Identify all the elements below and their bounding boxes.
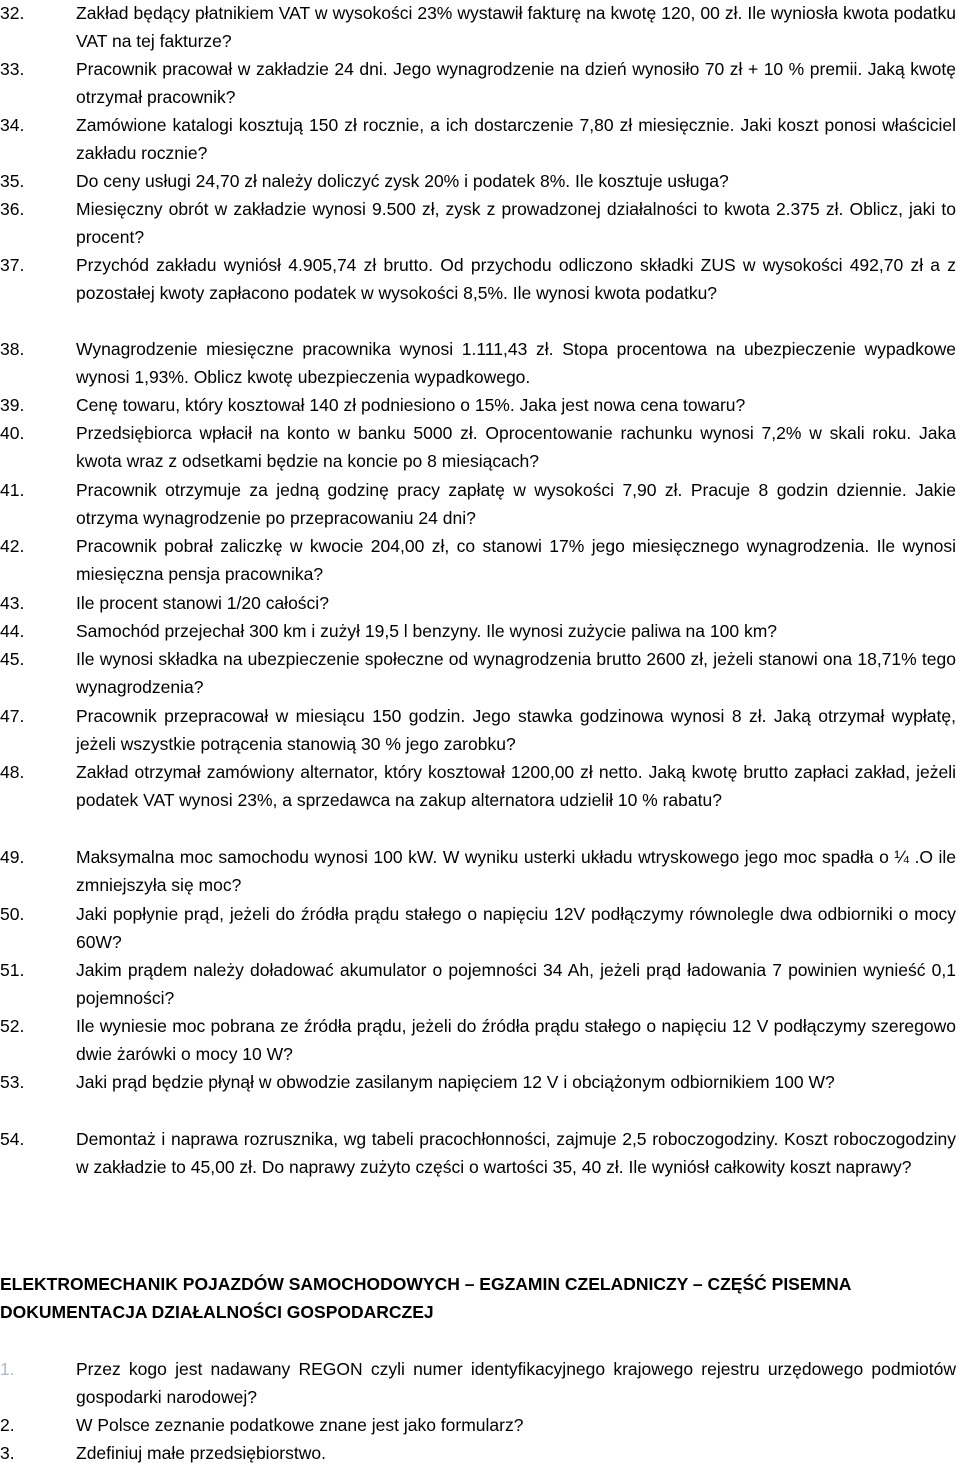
item-text: Ile wyniesie moc pobrana ze źródła prądu, jeżeli do źródła prądu stałego o napięciu 12 V podłączymy szeregowo dwie żarówki o mocy 10 W? xyxy=(76,1016,956,1065)
item-text: Przedsiębiorca wpłacił na konto w banku 5000 zł. Oprocentowanie rachunku wynosi 7,2% w skali roku. Jaka kwota wraz z odsetkami będzie na koncie po 8 miesiącach? xyxy=(76,423,956,472)
item-number: 54. xyxy=(0,1129,25,1149)
item-number: 52. xyxy=(0,1016,25,1036)
list-item xyxy=(0,1411,956,1439)
item-number: 41. xyxy=(0,480,25,500)
list-item xyxy=(0,1125,956,1182)
list-item xyxy=(0,1439,956,1467)
item-number: 47. xyxy=(0,706,25,726)
item-number: 33. xyxy=(0,59,25,79)
item-number: 37. xyxy=(0,255,25,275)
item-text: Pracownik otrzymuje za jedną godzinę pracy zapłatę w wysokości 7,90 zł. Pracuje 8 godzin dziennie. Jakie otrzyma wynagrodzenie po przepracowaniu 24 dni? xyxy=(76,480,956,529)
item-text: Cenę towaru, który kosztował 140 zł podniesiono o 15%. Jaka jest nowa cena towaru? xyxy=(76,395,746,415)
item-text: Wynagrodzenie miesięczne pracownika wynosi 1.111,43 zł. Stopa procentowa na ubezpieczenie wypadkowe wynosi 1,93%. Oblicz kwotę ubezpieczenia wypadkowego. xyxy=(76,339,956,388)
item-text: Ile wynosi składka na ubezpieczenie społeczne od wynagrodzenia brutto 2600 zł, jeżeli stanowi ona 18,71% tego wynagrodzenia? xyxy=(76,649,956,698)
item-number: 42. xyxy=(0,536,25,556)
list-item xyxy=(0,758,956,815)
list-item xyxy=(0,476,956,533)
item-number: 45. xyxy=(0,649,25,669)
section-heading xyxy=(0,1270,956,1327)
item-text: Jakim prądem należy doładować akumulator o pojemności 34 Ah, jeżeli prąd ładowania 7 powinien wynieść 0,1 pojemności? xyxy=(76,960,956,1009)
item-text: Maksymalna moc samochodu wynosi 100 kW. W wyniku usterki układu wtryskowego jego moc spadła o ¼ .O ile zmniejszyła się moc? xyxy=(76,847,956,896)
item-text: Zakład otrzymał zamówiony alternator, który kosztował 1200,00 zł netto. Jaką kwotę brutto zapłaci zakład, jeżeli podatek VAT wynosi 23%, a sprzedawca na zakup alternatora udzielił 10 % rabatu? xyxy=(76,762,956,811)
item-text: Jaki prąd będzie płynął w obwodzie zasilanym napięciem 12 V i obciążonym odbiornikiem 100 W? xyxy=(76,1072,835,1092)
list-item xyxy=(0,532,956,589)
item-text: Zamówione katalogi kosztują 150 zł rocznie, a ich dostarczenie 7,80 zł miesięcznie. Jaki koszt ponosi właściciel zakładu rocznie? xyxy=(76,115,956,164)
list-item xyxy=(0,111,956,168)
list-item xyxy=(0,335,956,392)
heading-line-2: DOKUMENTACJA DZIAŁALNOŚCI GOSPODARCZEJ xyxy=(0,1302,434,1323)
list-item xyxy=(0,617,956,645)
item-number: 34. xyxy=(0,115,25,135)
item-number: 3. xyxy=(0,1443,15,1463)
item-number: 35. xyxy=(0,171,25,191)
item-number: 39. xyxy=(0,395,25,415)
item-text: Do ceny usługi 24,70 zł należy doliczyć zysk 20% i podatek 8%. Ile kosztuje usługa? xyxy=(76,171,729,191)
item-text: Pracownik pobrał zaliczkę w kwocie 204,00 zł, co stanowi 17% jego miesięcznego wynagrodzenia. Ile wynosi miesięczna pensja pracownika? xyxy=(76,536,956,585)
item-text: W Polsce zeznanie podatkowe znane jest jako formularz? xyxy=(76,1415,524,1435)
item-text: Demontaż i naprawa rozrusznika, wg tabeli pracochłonności, zajmuje 2,5 roboczogodziny. Koszt roboczogodziny w zakładzie to 45,00 zł. Do naprawy zużyto części o wartości 35, 40 zł. Ile wyniósł całkowity koszt naprawy? xyxy=(76,1129,956,1178)
item-text: Miesięczny obrót w zakładzie wynosi 9.500 zł, zysk z prowadzonej działalności to kwota 2.375 zł. Oblicz, jaki to procent? xyxy=(76,199,956,248)
heading-line-1: ELEKTROMECHANIK POJAZDÓW SAMOCHODOWYCH – EGZAMIN CZELADNICZY – CZĘŚĆ PISEMNA xyxy=(0,1274,852,1294)
list-item xyxy=(0,1355,956,1412)
item-number: 49. xyxy=(0,847,25,867)
item-text: Pracownik pracował w zakładzie 24 dni. Jego wynagrodzenie na dzień wynosiło 70 zł + 10 % premii. Jaką kwotę otrzymał pracownik? xyxy=(76,59,956,108)
item-text: Przychód zakładu wyniósł 4.905,74 zł brutto. Od przychodu odliczono składki ZUS w wysokości 492,70 zł a z pozostałej kwoty zapłacono podatek w wysokości 8,5%. Ile wynosi kwota podatku? xyxy=(76,255,956,304)
item-number: 2. xyxy=(0,1415,15,1435)
item-text: Jaki popłynie prąd, jeżeli do źródła prądu stałego o napięciu 12V podłączymy równolegle dwa odbiorniki o mocy 60W? xyxy=(76,904,956,953)
list-item xyxy=(0,0,956,56)
list-item xyxy=(0,55,956,112)
item-number: 44. xyxy=(0,621,25,641)
list-item xyxy=(0,900,956,957)
item-number: 1. xyxy=(0,1359,15,1379)
list-item xyxy=(0,1012,956,1069)
list-item xyxy=(0,589,956,617)
item-number: 36. xyxy=(0,199,25,219)
item-text: Pracownik przepracował w miesiącu 150 godzin. Jego stawka godzinowa wynosi 8 zł. Jaką otrzymał wypłatę, jeżeli wszystkie potrącenia stanowią 30 % jego zarobku? xyxy=(76,706,956,755)
list-item xyxy=(0,956,956,1013)
list-item xyxy=(0,1068,956,1096)
list-item xyxy=(0,843,956,900)
list-item xyxy=(0,702,956,759)
list-item xyxy=(0,195,956,252)
item-text: Samochód przejechał 300 km i zużył 19,5 l benzyny. Ile wynosi zużycie paliwa na 100 km? xyxy=(76,621,777,641)
item-number: 48. xyxy=(0,762,25,782)
item-text: Zakład będący płatnikiem VAT w wysokości 23% wystawił fakturę na kwotę 120, 00 zł. Ile wyniosła kwota podatku VAT na tej fakturze? xyxy=(76,3,956,52)
list-item xyxy=(0,391,956,419)
item-number: 32. xyxy=(0,3,25,23)
item-number: 51. xyxy=(0,960,25,980)
item-number: 40. xyxy=(0,423,25,443)
list-item xyxy=(0,419,956,476)
item-text: Zdefiniuj małe przedsiębiorstwo. xyxy=(76,1443,326,1463)
item-number: 38. xyxy=(0,339,25,359)
item-text: Przez kogo jest nadawany REGON czyli numer identyfikacyjnego krajowego rejestru urzędowego podmiotów gospodarki narodowej? xyxy=(76,1359,956,1408)
list-item xyxy=(0,251,956,308)
item-number: 43. xyxy=(0,593,25,613)
item-text: Ile procent stanowi 1/20 całości? xyxy=(76,593,329,613)
list-item xyxy=(0,645,956,702)
item-number: 50. xyxy=(0,904,25,924)
item-number: 53. xyxy=(0,1072,25,1092)
list-item xyxy=(0,167,956,195)
